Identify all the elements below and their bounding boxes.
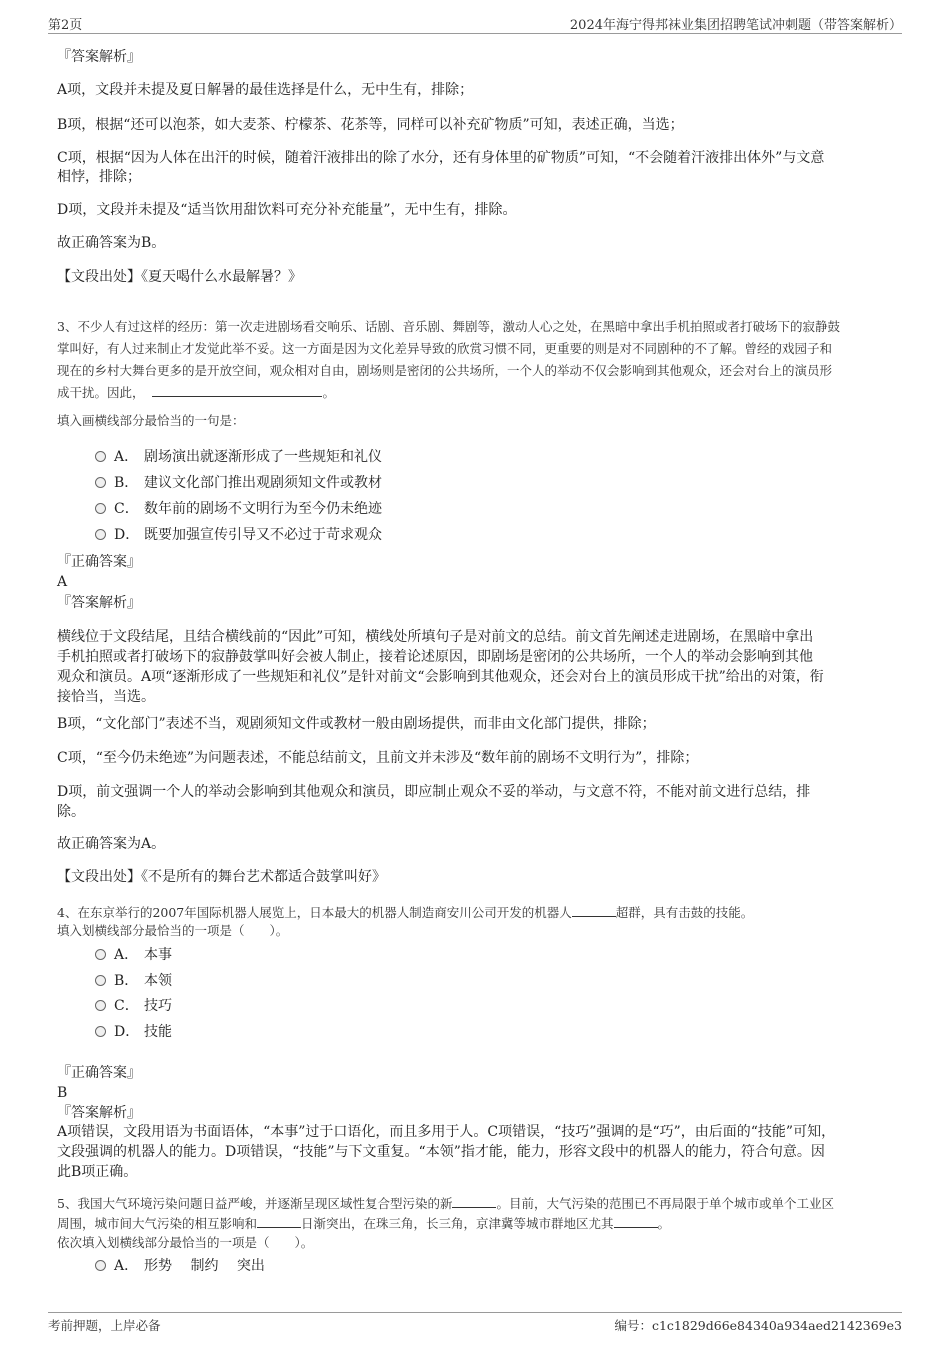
radio-icon[interactable]: [95, 451, 106, 462]
q2-conclusion: 故正确答案为B。: [57, 235, 166, 251]
q3-analysis-line: B项，“文化部门”表述不当，观剧须知文件或教材一般由剧场提供，而非由文化部门提供，排除；: [57, 716, 656, 732]
q2-analysis-heading: 『答案解析』: [57, 49, 141, 65]
fill-blank: [614, 1214, 658, 1228]
radio-icon[interactable]: [95, 949, 106, 960]
footer-serial: 编号：c1c1829d66e84340a934aed2142369e3: [614, 1318, 902, 1333]
q3-stem-line: 掌叫好，有人过来制止才发觉此举不妥。这一方面是因为文化差异导致的欣赏习惯不同，更重要的则是对不同剧种的不了解。曾经的戏园子和: [57, 341, 833, 356]
q4-option-b[interactable]: B． 本领: [95, 971, 172, 991]
q3-option-a[interactable]: A． 剧场演出就逐渐形成了一些规矩和礼仪: [95, 447, 382, 467]
q2-analysis-line: C项，根据“因为人体在出汗的时候，随着汗液排出的除了水分，还有身体里的矿物质”可知，“不会随着汗液排出体外”与文意: [57, 150, 825, 166]
footer-motto: 考前押题，上岸必备: [48, 1318, 161, 1333]
radio-icon[interactable]: [95, 1000, 106, 1011]
q3-stem: [57, 316, 887, 404]
page-header: [48, 14, 902, 32]
q3-option-c[interactable]: C． 数年前的剧场不文明行为至今仍未绝迹: [95, 499, 382, 519]
q3-option-d[interactable]: D． 既要加强宣传引导又不必过于苛求观众: [95, 525, 382, 545]
fill-blank: [257, 1214, 301, 1228]
radio-icon[interactable]: [95, 1260, 106, 1271]
q3-analysis-line: C项，“至今仍未绝迹”为问题表述，不能总结前文，且前文并未涉及“数年前的剧场不文明行为”，排除；: [57, 750, 699, 766]
q3-conclusion: 故正确答案为A。: [57, 836, 166, 852]
radio-icon[interactable]: [95, 1026, 106, 1037]
q5-option-a[interactable]: A． 形势 制约 突出: [95, 1256, 265, 1276]
q4-analysis-paragraph: A项错误，文段用语为书面语体，“本事”过于口语化，而且多用于人。C项错误，“技巧”强调的是“巧”，由后面的“技能”可知， 文段强调的机器人的能力。D项错误，“技能”与下文重复。“本领”指才能，能力，形容文段中的机器人的能力，符合句意。因 此B项正确。: [57, 1124, 836, 1180]
q4-answer-heading: 『正确答案』: [57, 1065, 141, 1081]
radio-icon[interactable]: [95, 503, 106, 514]
q3-source: 【文段出处】《不是所有的舞台艺术都适合鼓掌叫好》: [57, 869, 386, 885]
q2-source: 【文段出处】《夏天喝什么水最解暑？》: [57, 269, 302, 285]
q3-prompt: 填入画横线部分最恰当的一句是：: [57, 413, 245, 428]
q3-stem-line: 现在的乡村大舞台更多的是开放空间，观众相对自由，剧场则是密闭的公共场所，一个人的举动不仅会影响到其他观众，还会对台上的演员形: [57, 363, 833, 378]
q3-stem-line: 3、不少人有过这样的经历：第一次走进剧场看交响乐、话剧、音乐剧、舞剧等，激动人心之处，在黑暗中拿出手机拍照或者打破场下的寂静鼓: [57, 319, 840, 334]
q4-option-c[interactable]: C． 技巧: [95, 996, 172, 1016]
fill-blank: [572, 903, 616, 917]
q2-analysis-line: A项，文段并未提及夏日解暑的最佳选择是什么，无中生有，排除；: [57, 82, 474, 98]
page-number: 第2页: [48, 18, 83, 33]
q3-answer-heading: 『正确答案』: [57, 554, 141, 570]
q4-stem: 4、在东京举行的2007年国际机器人展览上，日本最大的机器人制造商安川公司开发的机器人 超群，具有击鼓的技能。: [57, 905, 754, 920]
q2-analysis-line: D项，文段并未提及“适当饮用甜饮料可充分补充能量”，无中生有，排除。: [57, 202, 517, 218]
q3-analysis-paragraph: 横线位于文段结尾，且结合横线前的“因此”可知，横线处所填句子是对前文的总结。前文首先阐述走进剧场，在黑暗中拿出 手机拍照或者打破场下的寂静鼓掌叫好会被人制止，接着论述原因，即剧场是密闭的公共场所，一个人的举动会影响到其他 观众和演员。A项“逐渐形成了一些规矩和礼仪”是针对前文“会影响到其他观众，还会对台上的演员形成干扰”给出的对策，衔 接恰当，当选。: [57, 629, 824, 705]
footer-divider: [48, 1312, 902, 1313]
radio-icon[interactable]: [95, 477, 106, 488]
q4-option-a[interactable]: A． 本事: [95, 945, 172, 965]
q3-option-b[interactable]: B． 建议文化部门推出观剧须知文件或教材: [95, 473, 382, 493]
radio-icon[interactable]: [95, 529, 106, 540]
document-title: 2024年海宁得邦袜业集团招聘笔试冲刺题（带答案解析）: [569, 18, 902, 33]
q3-answer: A: [57, 574, 68, 590]
fill-blank: [152, 383, 322, 397]
q2-analysis-line: 相悖，排除；: [57, 169, 141, 185]
q5-stem-line: 5、我国大气环境污染问题日益严峻，并逐渐呈现区域性复合型污染的新 。目前，大气污染的范围已不再局限于单个城市或单个工业区: [57, 1196, 834, 1211]
header-divider: [48, 33, 902, 34]
radio-icon[interactable]: [95, 975, 106, 986]
q4-analysis-heading: 『答案解析』: [57, 1105, 141, 1121]
q4-answer: B: [57, 1085, 68, 1101]
q5-stem-line: 周围，城市间大气污染的相互影响和 日渐突出，在珠三角，长三角，京津冀等城市群地区尤其 。: [57, 1216, 671, 1231]
q5-prompt: 依次填入划横线部分最恰当的一项是（ ）。: [57, 1235, 314, 1250]
q2-analysis-line: B项，根据“还可以泡茶，如大麦茶、柠檬茶、花茶等，同样可以补充矿物质”可知，表述正确，当选；: [57, 117, 684, 133]
q3-analysis-heading: 『答案解析』: [57, 595, 141, 611]
q4-option-d[interactable]: D． 技能: [95, 1022, 172, 1042]
q4-prompt: 填入划横线部分最恰当的一项是（ ）。: [57, 923, 289, 938]
q3-analysis-paragraph: D项，前文强调一个人的举动会影响到其他观众和演员，即应制止观众不妥的举动，与文意不符，不能对前文进行总结，排 除。: [57, 784, 811, 820]
fill-blank: [452, 1194, 496, 1208]
q3-stem-line: 成干扰。因此， 。: [57, 385, 335, 400]
